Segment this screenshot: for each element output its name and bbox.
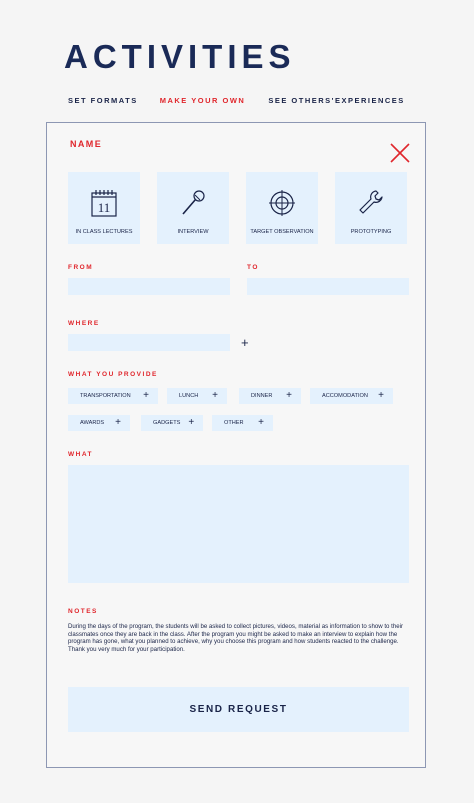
notes-label: NOTES	[68, 608, 98, 615]
provide-accomodation-button[interactable]	[310, 388, 393, 404]
plus-icon: +	[378, 390, 384, 401]
format-label: INTERVIEW	[177, 229, 209, 235]
plus-icon: +	[286, 390, 292, 401]
notes-text: During the days of the program, the students will be asked to collect pictures, videos, material as information to show to their classmates once they are back in the class. After the program you might be asked to make an interview to explain how the program has gone, what you planned to achieve, why you choose this program and how students reacted to the challenge. Thank you very much for your participation.	[68, 623, 403, 653]
format-in-class-lectures[interactable]	[68, 172, 140, 244]
format-options	[68, 172, 407, 244]
where-label: WHERE	[68, 320, 100, 327]
close-icon[interactable]	[390, 143, 410, 163]
page-title: ACTIVITIES	[64, 38, 296, 75]
plus-icon: +	[143, 390, 149, 401]
chip-label: GADGETS	[153, 420, 181, 426]
format-label: PROTOTYPING	[350, 229, 392, 235]
what-label: WHAT	[68, 451, 94, 458]
format-target-observation[interactable]	[246, 172, 318, 244]
plus-icon: +	[188, 417, 195, 428]
provide-dinner-button[interactable]	[239, 388, 301, 404]
from-label: FROM	[68, 264, 94, 271]
nav-make-your-own[interactable]: MAKE YOUR OWN	[159, 96, 246, 105]
format-label: IN CLASS LECTURES	[75, 229, 133, 235]
chip-label: TRANSPORTATION	[80, 393, 131, 399]
chip-label: DINNER	[251, 393, 273, 399]
provide-awards-button[interactable]	[68, 415, 130, 431]
plus-icon: +	[115, 417, 121, 428]
microphone-icon	[180, 189, 206, 217]
provide-lunch-button[interactable]	[167, 388, 227, 404]
nav-set-formats[interactable]: SET FORMATS	[68, 96, 138, 105]
calendar-icon	[91, 189, 117, 217]
where-field[interactable]	[68, 334, 230, 351]
format-prototyping[interactable]	[335, 172, 407, 244]
provide-gadgets-button[interactable]	[141, 415, 203, 431]
from-field[interactable]	[68, 278, 230, 295]
activities-nav	[68, 96, 434, 105]
send-request-button[interactable]: SEND REQUEST	[68, 687, 409, 732]
wrench-icon	[358, 189, 384, 217]
to-field[interactable]	[247, 278, 409, 295]
request-form-card	[46, 122, 426, 768]
to-label: TO	[247, 264, 259, 271]
provide-transportation-button[interactable]	[68, 388, 158, 404]
what-textarea[interactable]	[68, 465, 409, 583]
name-label: NAME	[70, 139, 103, 149]
provide-other-button[interactable]	[212, 415, 273, 431]
chip-label: AWARDS	[80, 420, 105, 426]
provide-options	[68, 388, 408, 438]
plus-icon: +	[212, 390, 218, 401]
chip-label: ACCOMODATION	[322, 393, 368, 399]
chip-label: OTHER	[224, 420, 244, 426]
nav-see-others-experiences[interactable]: SEE OTHERS'EXPERIENCES	[268, 96, 405, 105]
format-interview[interactable]	[157, 172, 229, 244]
format-label: TARGET OBSERVATION	[250, 229, 314, 235]
chip-label: LUNCH	[179, 393, 199, 399]
add-location-button[interactable]: +	[241, 335, 249, 350]
target-icon	[269, 189, 295, 217]
plus-icon: +	[258, 417, 264, 428]
calendar-date: 11	[97, 200, 111, 215]
provide-label: WHAT YOU PROVIDE	[68, 371, 158, 378]
